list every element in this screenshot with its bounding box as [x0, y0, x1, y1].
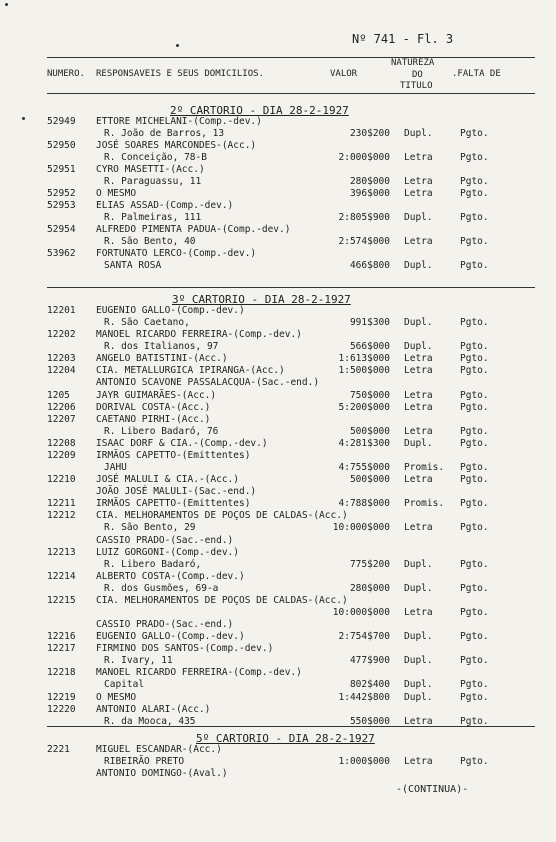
entry-number: 12211 [47, 498, 76, 510]
entry-title-type: Letra [404, 152, 433, 163]
entry-reason: Pgto. [460, 236, 489, 247]
entry-title-type: Letra [404, 522, 433, 534]
continua-note: -(CONTINUA)- [396, 784, 469, 795]
entry-value: 10:000$000 [332, 522, 390, 534]
entry-value: 1:613$000 [338, 353, 390, 365]
entry-number: 52949 [47, 116, 76, 127]
entry-name: R. João de Barros, 13 [104, 128, 225, 139]
entry-number: 1205 [47, 389, 70, 401]
entry-reason: Pgto. [460, 401, 489, 413]
entry-name: CIA. MELHORAMENTOS DE POÇOS DE CALDAS-(Acc.) [96, 510, 348, 522]
entry-reason: Pgto. [460, 691, 489, 703]
entry-row [0, 402, 556, 415]
entry-name: R. São Bento, 29 [104, 522, 196, 534]
entry-name: RIBEIRÃO PRETO [104, 756, 185, 767]
entry-row [0, 631, 556, 644]
entry-value: 4:788$000 [338, 498, 390, 510]
entry-title-type: Dupl. [404, 631, 433, 643]
entry-title-type: Dupl. [404, 317, 433, 329]
entry-reason: Pgto. [460, 655, 489, 667]
entry-number: 12213 [47, 546, 76, 558]
entry-name: MANOEL RICARDO FERREIRA-(Comp.-dev.) [96, 329, 302, 341]
entry-title-type: Letra [404, 236, 433, 247]
entry-name: ETTORE MICHELANI-(Comp.-dev.) [96, 116, 262, 127]
entry-reason: Pgto. [460, 188, 489, 199]
entry-name: R. Palmeiras, 111 [104, 212, 202, 223]
entry-title-type: Promis. [404, 462, 445, 474]
entry-reason: Pgto. [460, 679, 489, 691]
entry-name: ANTONIO DOMINGO-(Aval.) [96, 768, 228, 779]
entry-number: 12206 [47, 401, 76, 413]
entry-row [0, 510, 556, 523]
page-number: Nº 741 - Fl. 3 [352, 32, 454, 46]
entry-row [0, 426, 556, 439]
entry-number: 12218 [47, 667, 76, 679]
entry-reason: Pgto. [460, 582, 489, 594]
entry-value: 802$400 [349, 679, 390, 691]
entry-row [0, 498, 556, 511]
header-bottom-rule [47, 93, 535, 94]
entry-number: 12216 [47, 631, 76, 643]
entry-name: R. dos Gusmões, 69-a [104, 582, 219, 594]
entry-title-type: Dupl. [404, 437, 433, 449]
entry-name: R. dos Italianos, 97 [104, 341, 219, 353]
entry-name: CIA. MELHORAMENTOS DE POÇOS DE CALDAS-(Acc.) [96, 594, 348, 606]
entry-name: IRMÃOS CAPETTO-(Emittentes) [96, 498, 251, 510]
entry-number: 52950 [47, 140, 76, 151]
entry-row [0, 353, 556, 366]
header-do: DO [412, 70, 423, 80]
entry-value: 466$800 [349, 260, 390, 271]
header-falta: .FALTA DE [452, 69, 501, 79]
entry-reason: Pgto. [460, 498, 489, 510]
entry-name: ELIAS ASSAD-(Comp.-dev.) [96, 200, 234, 211]
entry-reason: Pgto. [460, 176, 489, 187]
entry-row [0, 317, 556, 330]
entry-row [0, 559, 556, 572]
entry-reason: Pgto. [460, 522, 489, 534]
entry-number: 12220 [47, 703, 76, 715]
entry-name: R. Libero Badaró, 76 [104, 425, 219, 437]
header-responsaveis: RESPONSAVEIS E SEUS DOMICILIOS. [96, 69, 264, 79]
entry-row [0, 462, 556, 475]
entry-name: Capital [104, 679, 145, 691]
entry-name: FORTUNATO LERCO-(Comp.-dev.) [96, 248, 257, 259]
entry-reason: Pgto. [460, 425, 489, 437]
entry-value: 230$200 [349, 128, 390, 139]
entry-name: R. Paraguassu, 11 [104, 176, 202, 187]
entry-number: 12215 [47, 594, 76, 606]
entry-value: 2:805$900 [338, 212, 390, 223]
entry-reason: Pgto. [460, 474, 489, 486]
entry-number: 52953 [47, 200, 76, 211]
entry-name: DORIVAL COSTA-(Acc.) [96, 401, 211, 413]
entry-title-type: Dupl. [404, 655, 433, 667]
entry-value: 280$000 [349, 582, 390, 594]
entry-title-type: Letra [404, 607, 433, 618]
entry-name: R. São Bento, 40 [104, 236, 196, 247]
entry-row [0, 679, 556, 692]
entry-name: MIGUEL ESCANDAR-(Acc.) [96, 744, 222, 755]
entry-row [0, 522, 556, 535]
entry-title-type: Letra [404, 401, 433, 413]
header-top-rule [47, 57, 535, 58]
entry-reason: Pgto. [460, 631, 489, 643]
entry-number: 53962 [47, 248, 76, 259]
entry-row [0, 390, 556, 403]
entry-title-type: Dupl. [404, 558, 433, 570]
entry-name: JOSÉ SOARES MARCONDES-(Acc.) [96, 140, 257, 151]
entry-number: 2221 [47, 744, 70, 755]
section-title: 2º CARTORIO - DIA 28-2-1927 [170, 104, 349, 117]
entry-name: ALFREDO PIMENTA PADUA-(Comp.-dev.) [96, 224, 291, 235]
entry-value: 1:500$000 [338, 365, 390, 377]
entry-reason: Pgto. [460, 317, 489, 329]
header-titulo: TITULO [400, 81, 433, 91]
entry-number: 12209 [47, 449, 76, 461]
entry-name: O MESMO [96, 188, 137, 199]
entry-row [0, 619, 556, 632]
entry-row [0, 341, 556, 354]
entry-title-type: Letra [404, 353, 433, 365]
entry-value: 2:754$700 [338, 631, 390, 643]
entry-reason: Pgto. [460, 607, 489, 618]
entry-title-type: Letra [404, 188, 433, 199]
entry-row [0, 260, 556, 273]
entry-reason: Pgto. [460, 715, 489, 727]
entry-name: JAHU [104, 462, 127, 474]
entry-name: JOÃO JOSÉ MALULI-(Sac.-end.) [96, 486, 257, 498]
entry-name: SANTA ROSA [104, 260, 162, 271]
header-natureza: NATUREZA [391, 58, 435, 68]
section-separator [47, 287, 535, 288]
entry-title-type: Letra [404, 425, 433, 437]
entry-row [0, 571, 556, 584]
entry-number: 52951 [47, 164, 76, 175]
entry-row [0, 486, 556, 499]
entry-row [0, 692, 556, 705]
entry-reason: Pgto. [460, 756, 489, 767]
entry-value: 2:574$000 [338, 236, 390, 247]
entry-number: 12207 [47, 413, 76, 425]
entry-name: R. da Mooca, 435 [104, 715, 196, 727]
entry-reason: Pgto. [460, 558, 489, 570]
entry-name: R. Ivary, 11 [104, 655, 173, 667]
entry-name: MANOEL RICARDO FERREIRA-(Comp.-dev.) [96, 667, 302, 679]
margin-mark [176, 44, 179, 47]
entry-row [0, 535, 556, 548]
entry-name: IRMÃOS CAPETTO-(Emittentes) [96, 449, 251, 461]
entry-number: 12214 [47, 570, 76, 582]
entry-reason: Pgto. [460, 260, 489, 271]
margin-mark [5, 3, 8, 6]
entry-reason: Pgto. [460, 341, 489, 353]
entry-row [0, 450, 556, 463]
entry-reason: Pgto. [460, 152, 489, 163]
entry-row [0, 583, 556, 596]
entry-number: 12203 [47, 353, 76, 365]
entry-row [0, 438, 556, 451]
entry-row [0, 365, 556, 378]
entry-value: 10:000$000 [332, 607, 390, 618]
entry-name: ANTONIO SCAVONE PASSALACQUA-(Sac.-end.) [96, 377, 320, 389]
entry-name: JOSÉ MALULI & CIA.-(Acc.) [96, 474, 239, 486]
entry-reason: Pgto. [460, 437, 489, 449]
entry-row [0, 329, 556, 342]
entry-number: 52954 [47, 224, 76, 235]
entry-name: FIRMINO DOS SANTOS-(Comp.-dev.) [96, 643, 274, 655]
section-title: 3º CARTORIO - DIA 28-2-1927 [172, 293, 351, 306]
entry-number: 12201 [47, 305, 76, 316]
entry-name: ANTONIO ALARI-(Acc.) [96, 703, 211, 715]
entry-value: 775$200 [349, 558, 390, 570]
entry-name: ISAAC DORF & CIA.-(Comp.-dev.) [96, 437, 268, 449]
entry-number: 12217 [47, 643, 76, 655]
entry-title-type: Letra [404, 176, 433, 187]
entry-name: CAETANO PIRHI-(Acc.) [96, 413, 211, 425]
entry-row [0, 607, 556, 620]
entry-row [0, 667, 556, 680]
entry-name: JAYR GUIMARÃES-(Acc.) [96, 389, 217, 401]
entry-value: 500$000 [349, 425, 390, 437]
entry-title-type: Dupl. [404, 128, 433, 139]
entry-title-type: Dupl. [404, 582, 433, 594]
entry-number: 12202 [47, 329, 76, 341]
entry-value: 550$000 [349, 715, 390, 727]
entry-name: CYRO MASETTI-(Acc.) [96, 164, 205, 175]
section-title: 5º CARTORIO - DIA 28-2-1927 [196, 732, 375, 745]
entry-reason: Pgto. [460, 212, 489, 223]
entry-title-type: Letra [404, 365, 433, 377]
entry-name: R. Conceição, 78-B [104, 152, 207, 163]
entry-title-type: Letra [404, 715, 433, 727]
entry-name: LUIZ GORGONI-(Comp.-dev.) [96, 546, 239, 558]
header-valor: VALOR [330, 69, 358, 79]
entry-value: 2:000$000 [338, 152, 390, 163]
entry-row [0, 704, 556, 717]
entry-reason: Pgto. [460, 462, 489, 474]
entry-name: EUGENIO GALLO-(Comp.-dev.) [96, 305, 245, 316]
entry-number: 52952 [47, 188, 76, 199]
header-numero: NUMERO. [47, 69, 85, 79]
entry-title-type: Dupl. [404, 341, 433, 353]
entry-title-type: Promis. [404, 498, 445, 510]
entry-value: 4:755$000 [338, 462, 390, 474]
entry-title-type: Letra [404, 474, 433, 486]
entry-title-type: Dupl. [404, 691, 433, 703]
entry-number: 12212 [47, 510, 76, 522]
entry-value: 4:281$300 [338, 437, 390, 449]
entry-name: EUGENIO GALLO-(Comp.-dev.) [96, 631, 245, 643]
entry-row [0, 305, 556, 318]
entry-value: 991$300 [349, 317, 390, 329]
entry-reason: Pgto. [460, 389, 489, 401]
entry-number: 12208 [47, 437, 76, 449]
entry-reason: Pgto. [460, 128, 489, 139]
entry-number: 12219 [47, 691, 76, 703]
entry-row [0, 768, 556, 781]
entry-number: 12204 [47, 365, 76, 377]
entry-title-type: Dupl. [404, 212, 433, 223]
entry-title-type: Dupl. [404, 260, 433, 271]
entry-row [0, 643, 556, 656]
entry-row [0, 414, 556, 427]
entry-title-type: Letra [404, 756, 433, 767]
entry-row [0, 377, 556, 390]
entry-value: 500$000 [349, 474, 390, 486]
entry-row [0, 655, 556, 668]
entry-name: CIA. METALLURGICA IPIRANGA-(Acc.) [96, 365, 285, 377]
entry-title-type: Letra [404, 389, 433, 401]
entry-name: CASSIO PRADO-(Sac.-end.) [96, 619, 234, 631]
entry-row [0, 547, 556, 560]
section-separator [47, 726, 535, 727]
entry-value: 5:200$000 [338, 401, 390, 413]
entry-name: CASSIO PRADO-(Sac.-end.) [96, 534, 234, 546]
entry-row [0, 474, 556, 487]
entry-row [0, 595, 556, 608]
entry-title-type: Dupl. [404, 679, 433, 691]
entry-value: 280$000 [349, 176, 390, 187]
entry-value: 566$000 [349, 341, 390, 353]
entry-value: 750$000 [349, 389, 390, 401]
entry-reason: Pgto. [460, 365, 489, 377]
entry-number: 12210 [47, 474, 76, 486]
entry-name: R. São Caetano, [104, 317, 190, 329]
entry-value: 1:442$800 [338, 691, 390, 703]
entry-reason: Pgto. [460, 353, 489, 365]
entry-value: 1:000$000 [338, 756, 390, 767]
entry-name: R. Libero Badaró, [104, 558, 202, 570]
entry-value: 396$000 [349, 188, 390, 199]
entry-value: 477$900 [349, 655, 390, 667]
entry-name: ANGELO BATISTINI-(Acc.) [96, 353, 228, 365]
entry-name: ALBERTO COSTA-(Comp.-dev.) [96, 570, 245, 582]
entry-name: O MESMO [96, 691, 137, 703]
